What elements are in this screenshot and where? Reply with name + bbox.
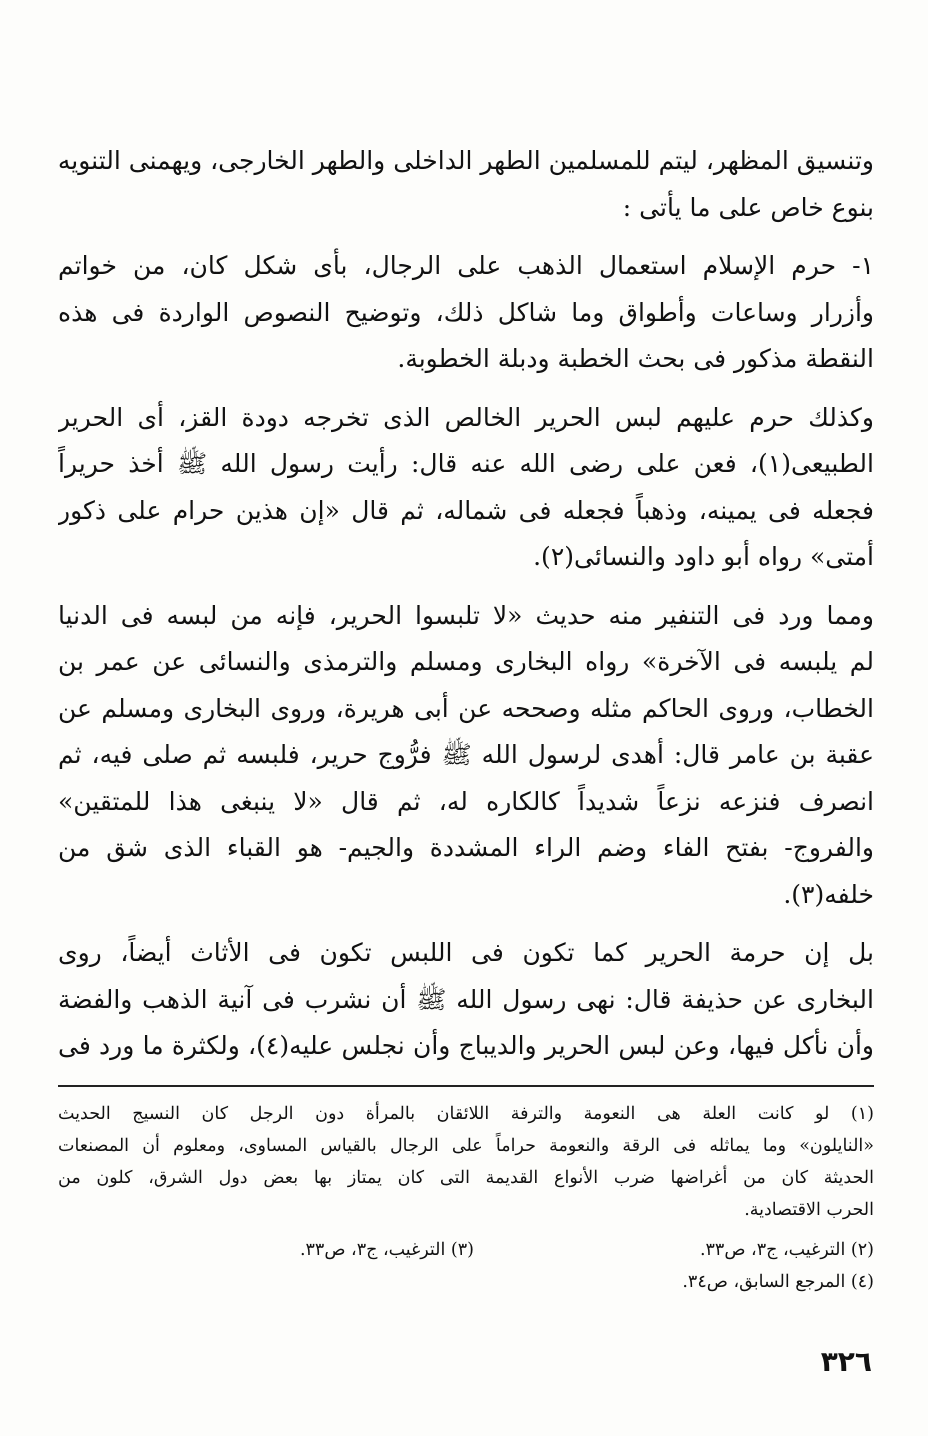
text-line: وكذلك حرم عليهم لبس الحرير الخالص الذى تخرجه دودة القز، أى الحرير <box>58 402 874 432</box>
text-line: انصرف فنزعه نزعاً شديداً كالكاره له، ثم قال «لا ينبغى هذا للمتقين» <box>58 786 874 816</box>
text-line: ومما ورد فى التنفير منه حديث «لا تلبسوا الحرير، فإنه من لبسه فى الدنيا <box>58 600 874 630</box>
footnote-1 <box>58 1098 874 1226</box>
footnote-line: الحديثة كان من أغراضها ضرب الأنواع القديمة التى كان يمتاز بها بعض دول الشرق، كلون من <box>58 1168 874 1188</box>
text-line: وأزرار وساعات وأطواق وما شاكل ذلك، وتوضيح النصوص الواردة فى هذه <box>58 297 874 327</box>
paragraph-silk <box>58 395 874 581</box>
footnotes <box>58 1098 874 1298</box>
text-line: الطبيعى(١)، فعن على رضى الله عنه قال: رأيت رسول الله ﷺ أخذ حريراً <box>58 449 874 478</box>
text-line: البخارى عن حذيفة قال: نهى رسول الله ﷺ أن نشرب فى آنية الذهب والفضة <box>58 984 874 1014</box>
footnote-divider <box>58 1085 874 1087</box>
text-line: بل إن حرمة الحرير كما تكون فى اللبس تكون فى الأثاث أيضاً، روى <box>58 938 874 967</box>
footnote-line: الحرب الاقتصادية. <box>744 1200 874 1220</box>
paragraph-hadith <box>58 593 874 919</box>
paragraph-gold <box>58 243 874 383</box>
text-line: الخطاب، وروى الحاكم مثله وصححه عن أبى هريرة، وروى البخارى ومسلم عن <box>58 693 874 723</box>
text-line: بنوع خاص على ما يأتى : <box>622 192 874 222</box>
footnote-2: (٢) الترغيب، ج٣، ص٣٣. <box>699 1240 874 1260</box>
paragraph-furniture <box>58 930 874 1070</box>
footnote-3: (٣) الترغيب، ج٣، ص٣٣. <box>299 1240 474 1260</box>
text-line: عقبة بن عامر قال: أهدى لرسول الله ﷺ فرُّوج حرير، فلبسه ثم صلى فيه، ثم <box>58 740 874 769</box>
text-line: خلفه(٣). <box>783 879 874 909</box>
text-line: والفروج- بفتح الفاء وضم الراء المشددة والجيم- هو القباء الذى شق من <box>58 833 874 862</box>
text-line: وتنسيق المظهر، ليتم للمسلمين الطهر الداخلى والطهر الخارجى، ويهمنى التنويه <box>58 146 874 175</box>
footnote-4: (٤) المرجع السابق، ص٣٤. <box>682 1272 874 1292</box>
page-number: ٣٢٦ <box>820 1345 872 1378</box>
footnote-refs-row <box>58 1266 874 1298</box>
footnote-line: «النايلون» وما يماثله فى الرقة والنعومة حراماً على الرجال بالقياس المساوى، ومعلوم أن المصنعات <box>58 1136 874 1156</box>
text-line: لم يلبسه فى الآخرة» رواه البخارى ومسلم والترمذى والنسائى عن عمر بن <box>58 647 874 676</box>
footnote-line: (١) لو كانت العلة هى النعومة والترفة اللائقان بالمرأة دون الرجل كان النسيج الحديث <box>58 1104 874 1124</box>
footnote-refs-row <box>58 1234 874 1266</box>
text-line: أمتى» رواه أبو داود والنسائى(٢). <box>533 542 874 571</box>
text-line: فجعله فى يمينه، وذهباً فجعله فى شماله، ثم قال «إن هذين حرام على ذكور <box>58 495 874 525</box>
main-text <box>58 138 874 1082</box>
text-line: النقطة مذكور فى بحث الخطبة ودبلة الخطوبة. <box>397 344 874 373</box>
paragraph-intro <box>58 138 874 231</box>
text-line: ١- حرم الإسلام استعمال الذهب على الرجال، بأى شكل كان، من خواتم <box>58 251 874 280</box>
text-line: وأن نأكل فيها، وعن لبس الحرير والديباج وأن نجلس عليه(٤)، ولكثرة ما ورد فى <box>58 1031 874 1060</box>
